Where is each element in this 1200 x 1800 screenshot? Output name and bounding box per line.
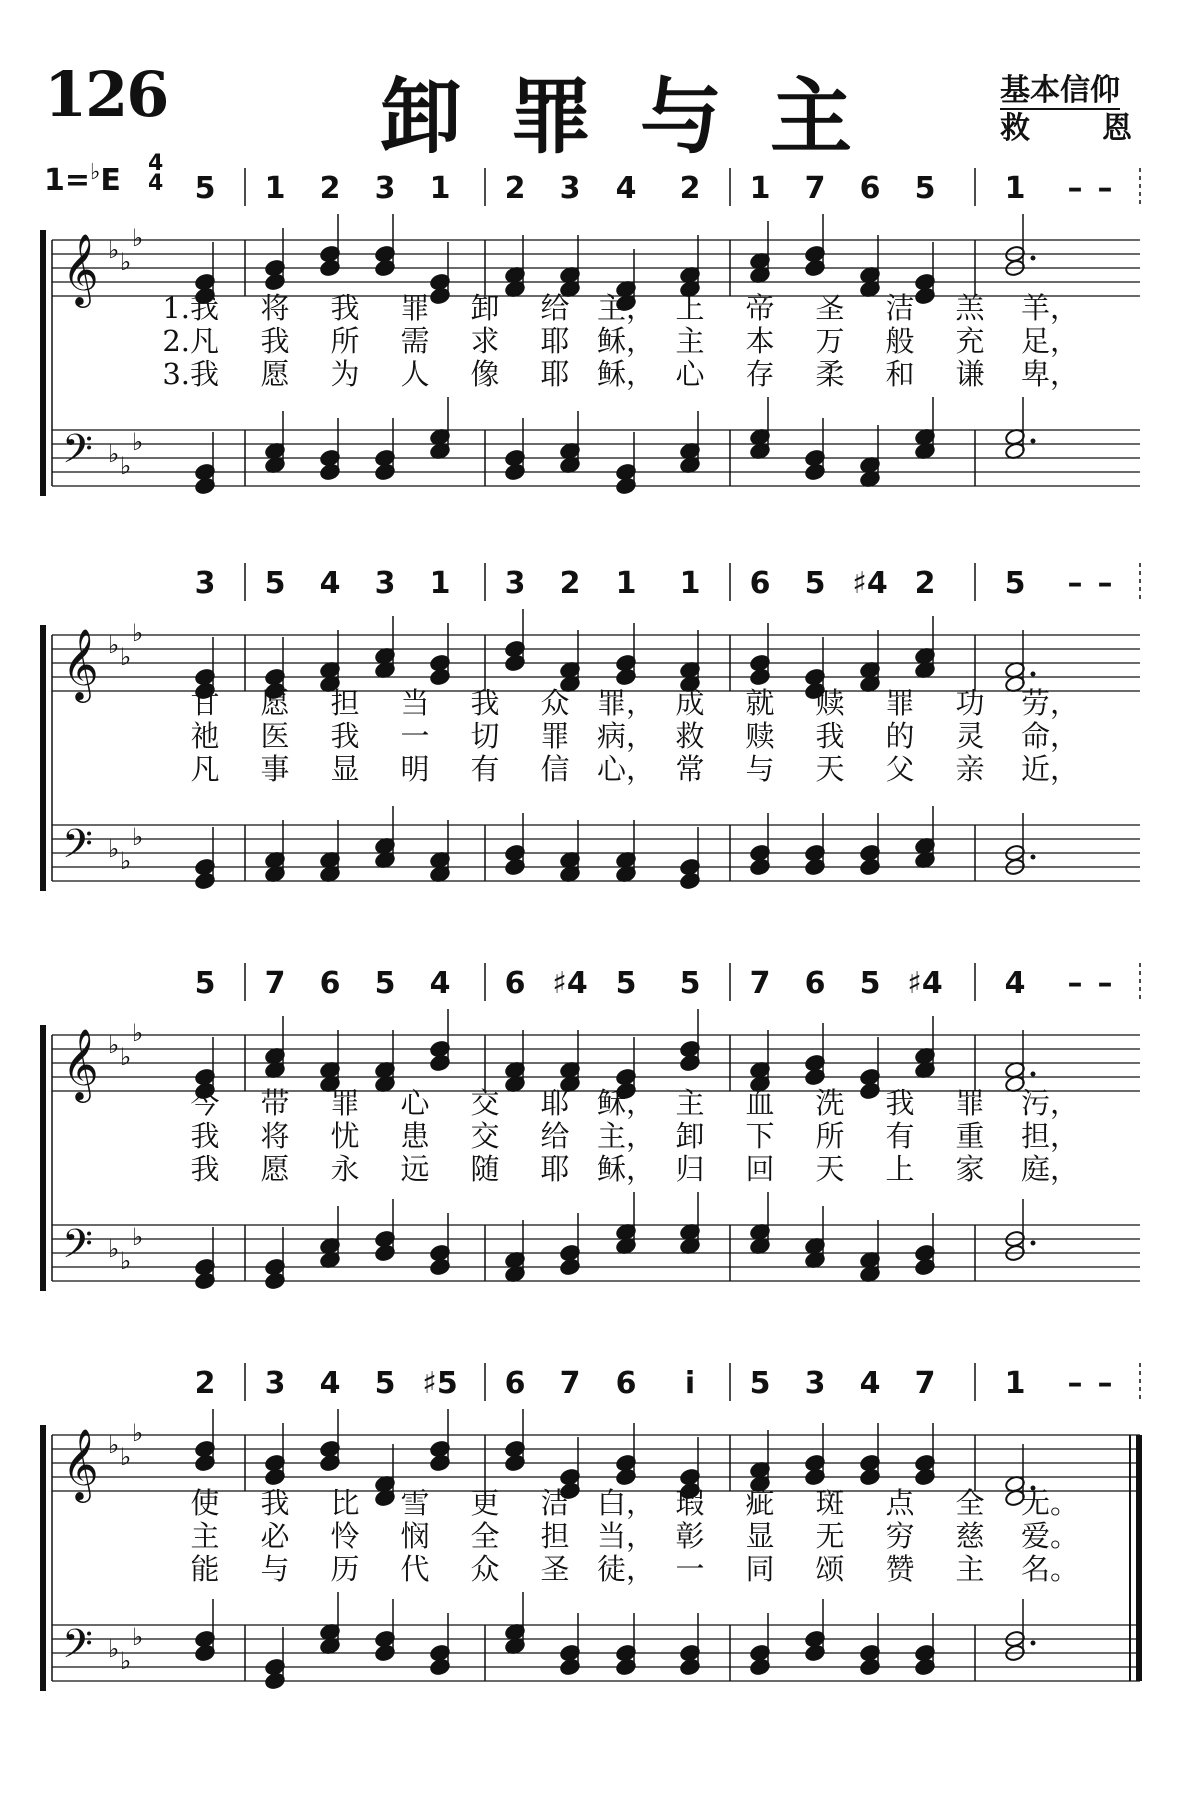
lyric-syllable: 疵: [745, 1486, 775, 1520]
hymn-category: 基本信仰: [1000, 73, 1120, 108]
lyric-syllable: 主: [675, 1086, 705, 1120]
lyric-syllable: 远: [400, 1152, 430, 1186]
jianpu-note: 6: [504, 966, 526, 1001]
lyric-syllable: 名。: [1020, 1552, 1080, 1586]
jianpu-note: 3: [804, 1366, 826, 1401]
lyric-syllable: 交: [470, 1119, 500, 1153]
lyric-syllable: 足，: [1020, 324, 1080, 358]
lyric-syllable: 慈: [955, 1519, 985, 1553]
lyric-syllable: 给: [540, 291, 570, 325]
flat-icon: ♭: [108, 1031, 120, 1059]
treble-clef-icon: 𝄞: [62, 1027, 99, 1100]
lyric-syllable: 卸: [675, 1119, 705, 1153]
lyric-syllable: 亲: [955, 752, 985, 786]
jianpu-note: 1: [1004, 1366, 1026, 1401]
lyric-syllable: 稣，: [596, 1086, 656, 1120]
lyric-syllable: 洁: [885, 291, 915, 325]
system-2: [40, 563, 1140, 891]
lyric-syllable: 赎: [745, 719, 775, 753]
system-bracket: [40, 1425, 46, 1691]
lyric-syllable: 使: [190, 1486, 220, 1520]
lyric-syllable: 我: [330, 291, 360, 325]
jianpu-note: 2: [679, 171, 701, 206]
hymn-title: 卸罪与主: [380, 69, 901, 165]
flat-icon: ♭: [120, 1247, 132, 1275]
lyric-syllable: 瑕: [675, 1486, 705, 1520]
lyric-syllable: 明: [400, 752, 430, 786]
jianpu-note: 6: [319, 966, 341, 1001]
lyric-syllable: 天: [815, 752, 845, 786]
lyric-syllable: 主: [675, 324, 705, 358]
jianpu-note: 1: [264, 171, 286, 206]
system-bracket: [40, 625, 46, 891]
system-3: [40, 963, 1140, 1291]
lyric-syllable: 祂: [190, 719, 220, 753]
lyric-syllable: 为: [330, 357, 360, 391]
bass-dot: [1031, 1641, 1036, 1646]
flat-icon: ♭: [108, 236, 120, 264]
flat-icon: ♭: [132, 1419, 144, 1447]
flat-icon: ♭: [108, 835, 120, 863]
jianpu-note: 2: [504, 171, 526, 206]
lyric-syllable: 点: [885, 1486, 915, 1520]
flat-icon: ♭: [132, 1223, 144, 1251]
lyric-syllable: 信: [540, 752, 570, 786]
treble-dot: [1031, 672, 1036, 677]
lyric-syllable: 卑，: [1020, 357, 1080, 391]
lyric-syllable: 交: [470, 1086, 500, 1120]
jianpu-note: 5: [615, 966, 637, 1001]
flat-icon: ♭: [108, 440, 120, 468]
lyric-syllable: 稣，: [596, 357, 656, 391]
lyric-syllable: 将: [260, 1119, 290, 1153]
lyric-syllable: 代: [400, 1552, 430, 1586]
treble-clef-icon: 𝄞: [62, 232, 99, 305]
lyric-syllable: 耶: [540, 357, 570, 391]
system-4: [40, 1363, 1142, 1691]
lyric-syllable: 有: [470, 752, 500, 786]
lyric-syllable: 一: [400, 719, 430, 753]
lyric-syllable: 永: [330, 1152, 360, 1186]
lyric-syllable: 凡: [190, 752, 220, 786]
lyric-syllable: 罪: [330, 1086, 360, 1120]
jianpu-note: 3: [504, 566, 526, 601]
lyric-syllable: 担，: [1020, 1119, 1080, 1153]
system-1: [40, 168, 1140, 496]
lyric-syllable: 万: [815, 324, 845, 358]
treble-dot: [1031, 256, 1036, 261]
lyric-syllable: 彰: [675, 1519, 705, 1553]
lyric-syllable: 切: [470, 719, 500, 753]
jianpu-note: 7: [559, 1366, 581, 1401]
lyric-syllable: 担: [540, 1519, 570, 1553]
lyric-syllable: 成: [675, 686, 705, 720]
lyric-syllable: 上: [885, 1152, 915, 1186]
lyric-syllable: 的: [885, 719, 915, 753]
lyric-syllable: 劳，: [1020, 686, 1080, 720]
lyric-syllable: 罪: [885, 686, 915, 720]
lyric-syllable: 充: [955, 324, 985, 358]
bass-dot: [1031, 439, 1036, 444]
lyric-syllable: 带: [260, 1086, 290, 1120]
lyric-syllable: 和: [885, 357, 915, 391]
jianpu-note: 2: [914, 566, 936, 601]
flat-icon: ♭: [132, 1623, 144, 1651]
lyric-syllable: 父: [885, 752, 915, 786]
lyric-syllable: 雪: [400, 1486, 430, 1520]
flat-icon: ♭: [132, 1019, 144, 1047]
treble-clef-icon: 𝄞: [62, 627, 99, 700]
lyric-syllable: 给: [540, 1119, 570, 1153]
flat-icon: ♭: [132, 823, 144, 851]
lyric-syllable: 下: [745, 1119, 775, 1153]
lyric-syllable: 近，: [1020, 752, 1080, 786]
lyric-syllable: 必: [260, 1519, 290, 1553]
lyric-syllable: 一: [675, 1552, 705, 1586]
jianpu-note: 2: [319, 171, 341, 206]
lyric-syllable: 血: [745, 1086, 775, 1120]
lyric-syllable: 救: [675, 719, 705, 753]
lyric-syllable: 像: [470, 357, 500, 391]
lyric-syllable: 灵: [955, 719, 985, 753]
jianpu-note: –: [1097, 966, 1113, 1001]
lyric-syllable: 愿: [260, 1152, 290, 1186]
jianpu-note: 4: [615, 171, 637, 206]
flat-icon: ♭: [108, 631, 120, 659]
flat-icon: ♭: [120, 643, 132, 671]
jianpu-note: 1: [429, 171, 451, 206]
jianpu-note: 4: [859, 1366, 881, 1401]
jianpu-note: ♯4: [552, 966, 588, 1001]
lyric-syllable: 全: [955, 1486, 985, 1520]
lyric-syllable: 罪: [400, 291, 430, 325]
lyric-syllable: 能: [190, 1552, 220, 1586]
lyric-syllable: 赎: [815, 686, 845, 720]
lyric-syllable: 心: [400, 1086, 430, 1120]
hymn-subcategory: 救恩: [1000, 111, 1132, 146]
treble-clef-icon: 𝄞: [62, 1427, 99, 1500]
treble-dot: [1031, 1072, 1036, 1077]
lyric-syllable: 圣: [540, 1552, 570, 1586]
lyric-syllable: 众: [470, 1552, 500, 1586]
jianpu-note: ♯4: [852, 566, 888, 601]
lyric-syllable: 1.我: [162, 291, 219, 325]
lyric-syllable: 今: [190, 1086, 220, 1120]
flat-icon: ♭: [108, 1235, 120, 1263]
lyric-syllable: 3.我: [162, 357, 219, 391]
jianpu-note: 5: [804, 566, 826, 601]
jianpu-note: 1: [1004, 171, 1026, 206]
lyric-syllable: 无: [815, 1519, 845, 1553]
bass-clef-icon: 𝄢: [62, 821, 93, 877]
lyric-syllable: 2.凡: [162, 324, 219, 358]
jianpu-note: 3: [374, 566, 396, 601]
flat-icon: ♭: [132, 428, 144, 456]
lyric-syllable: 污，: [1020, 1086, 1080, 1120]
lyric-syllable: 耶: [540, 324, 570, 358]
flat-icon: ♭: [108, 1635, 120, 1663]
jianpu-note: –: [1067, 171, 1083, 206]
lyric-syllable: 当，: [596, 1519, 656, 1553]
lyric-syllable: 患: [400, 1119, 430, 1153]
flat-icon: ♭: [120, 1443, 132, 1471]
lyric-syllable: 般: [885, 324, 915, 358]
lyric-syllable: 存: [745, 357, 775, 391]
lyric-syllable: 稣，: [596, 324, 656, 358]
lyric-syllable: 求: [470, 324, 500, 358]
flat-icon: ♭: [120, 248, 132, 276]
jianpu-note: ♯5: [422, 1366, 458, 1401]
lyric-syllable: 柔: [815, 357, 845, 391]
lyric-syllable: 愿: [260, 357, 290, 391]
lyric-syllable: 就: [745, 686, 775, 720]
lyric-syllable: 比: [330, 1486, 360, 1520]
jianpu-note: –: [1097, 171, 1113, 206]
jianpu-note: ♯4: [907, 966, 943, 1001]
lyric-syllable: 白，: [596, 1486, 656, 1520]
lyric-syllable: 医: [260, 719, 290, 753]
jianpu-note: –: [1097, 1366, 1113, 1401]
flat-icon: ♭: [120, 452, 132, 480]
jianpu-note: –: [1097, 566, 1113, 601]
lyric-syllable: 赞: [885, 1552, 915, 1586]
jianpu-note: 2: [559, 566, 581, 601]
jianpu-note: 5: [264, 566, 286, 601]
jianpu-note: –: [1067, 1366, 1083, 1401]
hymn-number: 126: [44, 58, 168, 131]
lyric-syllable: 心，: [596, 752, 656, 786]
jianpu-note: 1: [615, 566, 637, 601]
jianpu-note: 1: [429, 566, 451, 601]
lyric-syllable: 家: [955, 1152, 985, 1186]
jianpu-note: 4: [1004, 966, 1026, 1001]
jianpu-note: 6: [749, 566, 771, 601]
lyric-syllable: 回: [745, 1152, 775, 1186]
flat-icon: ♭: [120, 1647, 132, 1675]
bass-clef-icon: 𝄢: [62, 1221, 93, 1277]
jianpu-note: –: [1067, 966, 1083, 1001]
lyric-syllable: 显: [330, 752, 360, 786]
lyric-syllable: 悯: [400, 1519, 430, 1553]
lyric-syllable: 历: [330, 1552, 360, 1586]
jianpu-note: 4: [429, 966, 451, 1001]
bass-dot: [1031, 1241, 1036, 1246]
lyric-syllable: 罪: [540, 719, 570, 753]
flat-icon: ♭: [108, 1431, 120, 1459]
lyric-syllable: 归: [675, 1152, 705, 1186]
lyric-syllable: 我: [260, 1486, 290, 1520]
lyric-syllable: 本: [745, 324, 775, 358]
lyric-syllable: 随: [470, 1152, 500, 1186]
lyric-syllable: 主: [955, 1552, 985, 1586]
lyric-syllable: 所: [330, 324, 360, 358]
lyric-syllable: 洁: [540, 1486, 570, 1520]
lyric-syllable: 与: [260, 1552, 290, 1586]
lyric-syllable: 将: [260, 291, 290, 325]
lyric-syllable: 我: [470, 686, 500, 720]
lyric-syllable: 无。: [1020, 1486, 1080, 1520]
lyric-syllable: 与: [745, 752, 775, 786]
lyric-syllable: 我: [815, 719, 845, 753]
jianpu-note: –: [1067, 566, 1083, 601]
lyric-syllable: 功: [955, 686, 985, 720]
time-signature: 4 4: [148, 151, 164, 196]
lyric-syllable: 圣: [815, 291, 845, 325]
system-bracket: [40, 230, 46, 496]
lyric-syllable: 甘: [190, 686, 220, 720]
lyric-syllable: 穷: [885, 1519, 915, 1553]
jianpu-note: 3: [559, 171, 581, 206]
lyric-syllable: 斑: [815, 1486, 845, 1520]
lyric-syllable: 更: [470, 1486, 500, 1520]
lyric-syllable: 众: [540, 686, 570, 720]
lyric-syllable: 忧: [330, 1119, 360, 1153]
lyric-syllable: 耶: [540, 1152, 570, 1186]
lyric-syllable: 所: [815, 1119, 845, 1153]
lyric-syllable: 主: [190, 1519, 220, 1553]
lyric-syllable: 徒，: [596, 1552, 656, 1586]
jianpu-note: 3: [194, 566, 216, 601]
jianpu-note: 7: [264, 966, 286, 1001]
jianpu-note: 6: [804, 966, 826, 1001]
lyric-syllable: 爱。: [1020, 1519, 1080, 1553]
lyric-syllable: 常: [675, 752, 705, 786]
jianpu-note: 5: [859, 966, 881, 1001]
lyric-syllable: 当: [400, 686, 430, 720]
jianpu-note: 5: [194, 171, 216, 206]
jianpu-note: 7: [804, 171, 826, 206]
lyric-syllable: 罪，: [596, 686, 656, 720]
bass-dot: [1031, 855, 1036, 860]
system-bracket: [40, 1025, 46, 1291]
lyric-syllable: 怜: [330, 1519, 360, 1553]
lyric-syllable: 需: [400, 324, 430, 358]
lyric-syllable: 显: [745, 1519, 775, 1553]
final-barline: [1136, 1435, 1142, 1681]
jianpu-note: 5: [374, 1366, 396, 1401]
jianpu-note: 6: [615, 1366, 637, 1401]
lyric-syllable: 主，: [596, 1119, 656, 1153]
lyric-syllable: 重: [955, 1119, 985, 1153]
jianpu-note: 1: [749, 171, 771, 206]
lyric-syllable: 卸: [470, 291, 500, 325]
flat-icon: ♭: [132, 619, 144, 647]
lyric-syllable: 颂: [815, 1552, 845, 1586]
lyric-syllable: 罪: [955, 1086, 985, 1120]
lyric-syllable: 心: [675, 357, 705, 391]
lyric-syllable: 病，: [596, 719, 656, 753]
lyric-syllable: 庭，: [1020, 1152, 1080, 1186]
lyric-syllable: 同: [745, 1552, 775, 1586]
bass-clef-icon: 𝄢: [62, 426, 93, 482]
jianpu-note: 7: [749, 966, 771, 1001]
lyric-syllable: 我: [190, 1152, 220, 1186]
lyric-syllable: 我: [885, 1086, 915, 1120]
lyric-syllable: 耶: [540, 1086, 570, 1120]
flat-icon: ♭: [120, 1043, 132, 1071]
lyric-syllable: 我: [260, 324, 290, 358]
lyric-syllable: 我: [190, 1119, 220, 1153]
flat-icon: ♭: [132, 224, 144, 252]
lyric-syllable: 愿: [260, 686, 290, 720]
jianpu-note: 5: [194, 966, 216, 1001]
lyric-syllable: 主，: [596, 291, 656, 325]
jianpu-note: 5: [679, 966, 701, 1001]
jianpu-note: 5: [1004, 566, 1026, 601]
jianpu-note: 4: [319, 566, 341, 601]
lyric-syllable: 全: [470, 1519, 500, 1553]
jianpu-note: 5: [914, 171, 936, 206]
jianpu-note: 2: [194, 1366, 216, 1401]
lyric-syllable: 上: [675, 291, 705, 325]
lyric-syllable: 人: [400, 357, 430, 391]
lyric-syllable: 事: [260, 752, 290, 786]
lyric-syllable: 洗: [815, 1086, 845, 1120]
lyric-syllable: 有: [885, 1119, 915, 1153]
jianpu-note: 1: [679, 566, 701, 601]
jianpu-note: 6: [504, 1366, 526, 1401]
jianpu-note: 3: [264, 1366, 286, 1401]
jianpu-note: 6: [859, 171, 881, 206]
lyric-syllable: 帝: [745, 291, 775, 325]
jianpu-note: 4: [319, 1366, 341, 1401]
jianpu-note: 3: [374, 171, 396, 206]
lyric-syllable: 命，: [1020, 719, 1080, 753]
jianpu-note: 5: [374, 966, 396, 1001]
lyric-syllable: 天: [815, 1152, 845, 1186]
jianpu-note: i: [684, 1366, 696, 1401]
lyric-syllable: 羔: [955, 291, 985, 325]
jianpu-note: 7: [914, 1366, 936, 1401]
lyric-syllable: 谦: [955, 357, 985, 391]
key-signature: 1=♭E: [44, 160, 121, 198]
lyric-syllable: 担: [330, 686, 360, 720]
lyric-syllable: 稣，: [596, 1152, 656, 1186]
jianpu-note: 5: [749, 1366, 771, 1401]
bass-clef-icon: 𝄢: [62, 1621, 93, 1677]
lyric-syllable: 羊，: [1020, 291, 1080, 325]
lyric-syllable: 我: [330, 719, 360, 753]
flat-icon: ♭: [120, 847, 132, 875]
